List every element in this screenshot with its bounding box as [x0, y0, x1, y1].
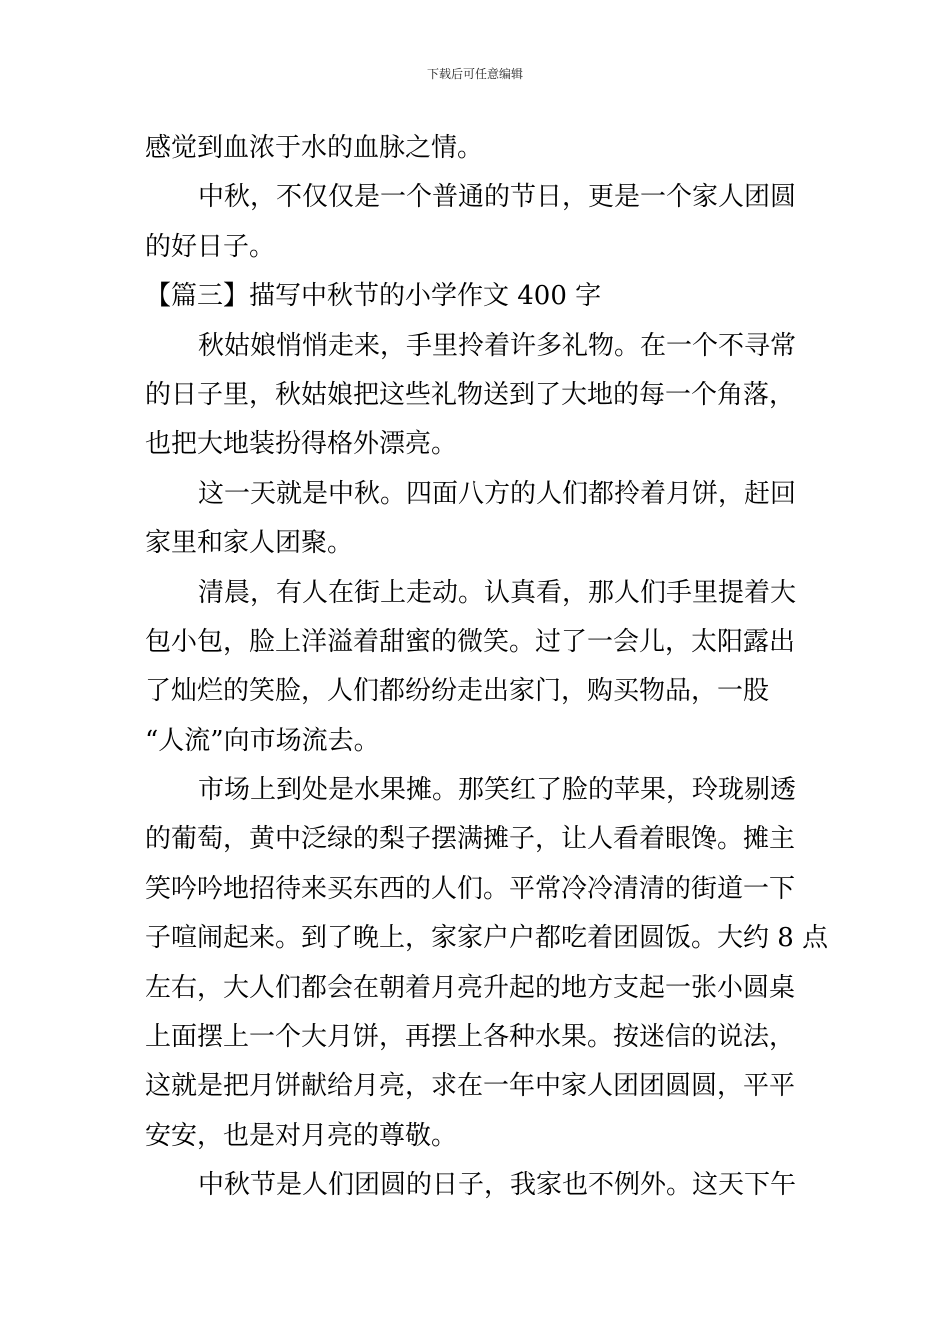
- text-line: “人流”向市场流去。: [145, 725, 380, 756]
- text-line: 左右，大人们都会在朝着月亮升起的地方支起一张小圆桌: [145, 972, 796, 1003]
- text-line: 秋姑娘悄悄走来，手里拎着许多礼物。在一个不寻常: [198, 330, 797, 361]
- text-line: 【篇三】描写中秋节的小学作文 400 字: [145, 281, 602, 312]
- text-line: 子喧闹起来。到了晚上，家家户户都吃着团圆饭。大约 8 点: [145, 923, 829, 954]
- text-line: 清晨，有人在街上走动。认真看，那人们手里提着大: [198, 577, 797, 608]
- text-line: 也把大地装扮得格外漂亮。: [145, 429, 458, 460]
- text-line: 中秋，不仅仅是一个普通的节日，更是一个家人团圆: [198, 182, 797, 213]
- text-line: 的好日子。: [145, 231, 276, 262]
- text-line: 感觉到血浓于水的血脉之情。: [145, 133, 484, 163]
- text-line: 这就是把月饼献给月亮，求在一年中家人团团圆圆，平平: [145, 1071, 796, 1102]
- text-line: 市场上到处是水果摊。那笑红了脸的苹果，玲珑剔透: [198, 775, 797, 806]
- text-line: 的日子里，秋姑娘把这些礼物送到了大地的每一个角落，: [145, 379, 796, 410]
- text-line: 这一天就是中秋。四面八方的人们都拎着月饼，赶回: [198, 478, 797, 509]
- text-line: 中秋节是人们团圆的日子，我家也不例外。这天下午: [198, 1170, 797, 1201]
- text-line: 安安，也是对月亮的尊敬。: [145, 1120, 458, 1151]
- text-line: 包小包，脸上洋溢着甜蜜的微笑。过了一会儿，太阳露出: [145, 626, 796, 657]
- document-body: [145, 124, 829, 1211]
- text-line: 笑吟吟地招待来买东西的人们。平常冷冷清清的街道一下: [145, 873, 796, 904]
- text-line: 了灿烂的笑脸，人们都纷纷走出家门，购买物品，一股: [145, 676, 770, 707]
- text-line: 上面摆上一个大月饼，再摆上各种水果。按迷信的说法，: [145, 1022, 796, 1053]
- text-line: 家里和家人团聚。: [145, 528, 354, 559]
- page-header-note: 下载后可任意编辑: [426, 67, 523, 81]
- text-line: 的葡萄，黄中泛绿的梨子摆满摊子，让人看着眼馋。摊主: [145, 824, 796, 855]
